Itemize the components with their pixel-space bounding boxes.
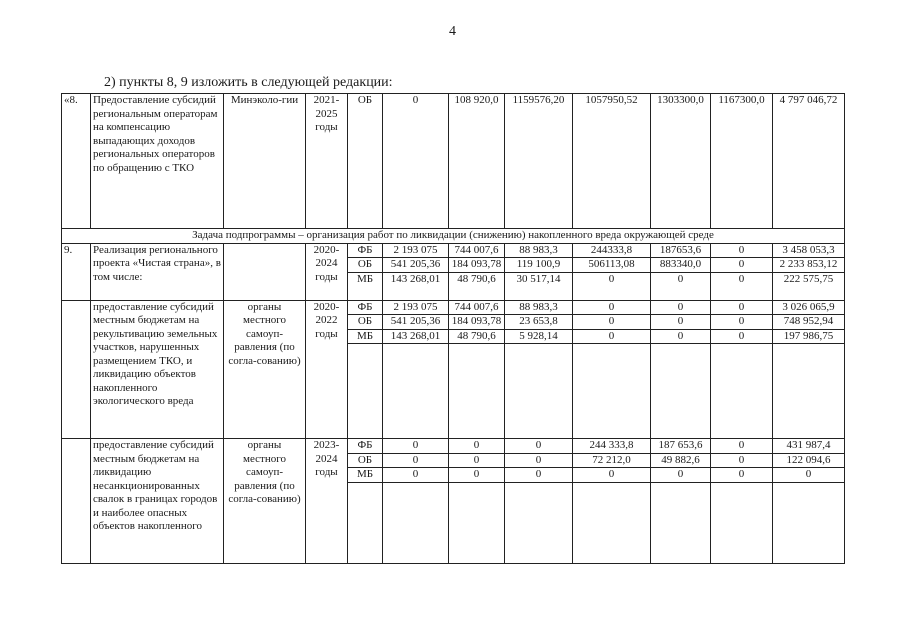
row-9b-years: 2023-2024 годы [306,439,348,564]
row-9a-v2023: 0 [573,300,651,315]
row-9a-filler-cell [711,344,773,439]
row-9-num: 9. [62,243,91,300]
row-9-v2023: 506113,08 [573,258,651,273]
row-9a-num [62,300,91,439]
row-9b-v2020: 0 [383,468,449,483]
row-9a-total: 197 986,75 [773,329,845,344]
row-9-v2021: 744 007,6 [449,243,505,258]
row-8-v2025: 1167300,0 [711,94,773,229]
row-9a-v2023: 0 [573,315,651,330]
row-8-total: 4 797 046,72 [773,94,845,229]
row-9-v2025: 0 [711,272,773,300]
row-9b-filler-cell [505,482,573,563]
row-9b-filler-cell [383,482,449,563]
row-9a-v2022: 23 653,8 [505,315,573,330]
row-9b-filler-cell [573,482,651,563]
row-9b-v2024: 0 [651,468,711,483]
row-9-source: ОБ [348,258,383,273]
row-9a-filler-cell [449,344,505,439]
row-9a-v2021: 744 007,6 [449,300,505,315]
row-9a-source: ОБ [348,315,383,330]
row-9b-source: ОБ [348,453,383,468]
row-9a-source: МБ [348,329,383,344]
row-9a-v2025: 0 [711,300,773,315]
intro-text: 2) пункты 8, 9 изложить в следующей редакции: [104,75,393,90]
row-8 [62,94,845,229]
row-8-num: «8. [62,94,91,229]
program-table [61,93,845,564]
row-9-executor [224,243,306,300]
row-9-line [62,243,845,258]
row-9a-source: ФБ [348,300,383,315]
row-9b-name: предоставление субсидий местным бюджетам на ликвидацию несанкционированных свалок в границах городов и наиболее опасных объектов накопленного [91,439,224,564]
row-9b-v2022: 0 [505,439,573,454]
row-9b-v2021: 0 [449,439,505,454]
row-8-v2020: 0 [383,94,449,229]
row-9-total: 222 575,75 [773,272,845,300]
row-9a-name: предоставление субсидий местным бюджетам на рекультивацию земельных участков, нарушенных размещением ТКО, и ликвидацию объектов накопленного экологического вреда [91,300,224,439]
row-8-v2021: 108 920,0 [449,94,505,229]
row-9-v2024: 883340,0 [651,258,711,273]
row-9b-line [62,439,845,454]
row-9a-filler-cell [505,344,573,439]
row-9b-filler-cell [348,482,383,563]
row-9b-v2024: 49 882,6 [651,453,711,468]
row-9a-filler-cell [651,344,711,439]
row-9-v2020: 2 193 075 [383,243,449,258]
row-9-total: 2 233 853,12 [773,258,845,273]
row-9b-filler-cell [773,482,845,563]
row-9a-years: 2020-2022 годы [306,300,348,439]
row-8-v2023: 1057950,52 [573,94,651,229]
row-9-v2024: 187653,6 [651,243,711,258]
row-9-v2022: 30 517,14 [505,272,573,300]
row-8-executor: Минэколо-гии [224,94,306,229]
row-9-name: Реализация регионального проекта «Чистая страна», в том числе: [91,243,224,300]
row-9-v2022: 119 100,9 [505,258,573,273]
row-9-source: МБ [348,272,383,300]
row-9b-total: 122 094,6 [773,453,845,468]
row-9b-v2021: 0 [449,468,505,483]
row-9b-v2023: 72 212,0 [573,453,651,468]
row-9a-v2022: 5 928,14 [505,329,573,344]
row-9a-v2023: 0 [573,329,651,344]
row-8-name: Предоставление субсидий региональным операторам на компенсацию выпадающих доходов региональных операторов по обращению с ТКО [91,94,224,229]
row-9a-filler-cell [348,344,383,439]
row-9b-source: МБ [348,468,383,483]
row-9b-v2022: 0 [505,453,573,468]
row-9-v2020: 541 205,36 [383,258,449,273]
row-9-v2021: 48 790,6 [449,272,505,300]
row-9a-v2024: 0 [651,329,711,344]
row-9b-total: 431 987,4 [773,439,845,454]
row-9b-executor: органы местного самоуп-равления (по согла-сованию) [224,439,306,564]
row-9a-filler-cell [383,344,449,439]
row-9a-v2024: 0 [651,315,711,330]
row-9a-v2020: 143 268,01 [383,329,449,344]
row-9a-total: 748 952,94 [773,315,845,330]
row-9a-v2021: 184 093,78 [449,315,505,330]
row-9-years: 2020-2024 годы [306,243,348,300]
row-9a-v2025: 0 [711,329,773,344]
row-9-v2025: 0 [711,258,773,273]
row-9a-v2021: 48 790,6 [449,329,505,344]
row-9-source: ФБ [348,243,383,258]
row-9b-num [62,439,91,564]
row-9b-v2020: 0 [383,439,449,454]
row-9a-v2022: 88 983,3 [505,300,573,315]
row-8-source: ОБ [348,94,383,229]
page-number: 4 [449,24,456,39]
row-9a-v2025: 0 [711,315,773,330]
row-9b-filler-cell [651,482,711,563]
row-9a-v2020: 541 205,36 [383,315,449,330]
row-9a-filler-cell [573,344,651,439]
row-9a-total: 3 026 065,9 [773,300,845,315]
row-9b-total: 0 [773,468,845,483]
row-9-v2024: 0 [651,272,711,300]
row-9b-v2024: 187 653,6 [651,439,711,454]
row-9a-filler-cell [773,344,845,439]
row-9-v2021: 184 093,78 [449,258,505,273]
row-9-v2020: 143 268,01 [383,272,449,300]
row-9-v2023: 0 [573,272,651,300]
row-8-years: 2021-2025 годы [306,94,348,229]
row-8-v2022: 1159576,20 [505,94,573,229]
task-heading: Задача подпрограммы – организация работ по ликвидации (снижению) накопленного вреда окружающей среде [62,229,845,244]
row-9b-v2025: 0 [711,468,773,483]
row-9b-v2025: 0 [711,453,773,468]
row-9a-v2024: 0 [651,300,711,315]
row-9-v2023: 244333,8 [573,243,651,258]
row-9b-v2020: 0 [383,453,449,468]
row-9b-v2023: 0 [573,468,651,483]
row-9b-filler-cell [711,482,773,563]
task-heading-row [62,229,845,244]
row-9b-v2023: 244 333,8 [573,439,651,454]
row-9a-executor: органы местного самоуп-равления (по согла-сованию) [224,300,306,439]
row-9a-v2020: 2 193 075 [383,300,449,315]
row-9b-v2025: 0 [711,439,773,454]
row-9-v2025: 0 [711,243,773,258]
row-9b-v2021: 0 [449,453,505,468]
row-9b-v2022: 0 [505,468,573,483]
row-9b-filler-cell [449,482,505,563]
row-9-total: 3 458 053,3 [773,243,845,258]
row-9a-line [62,300,845,315]
row-9-v2022: 88 983,3 [505,243,573,258]
row-8-v2024: 1303300,0 [651,94,711,229]
row-9b-source: ФБ [348,439,383,454]
